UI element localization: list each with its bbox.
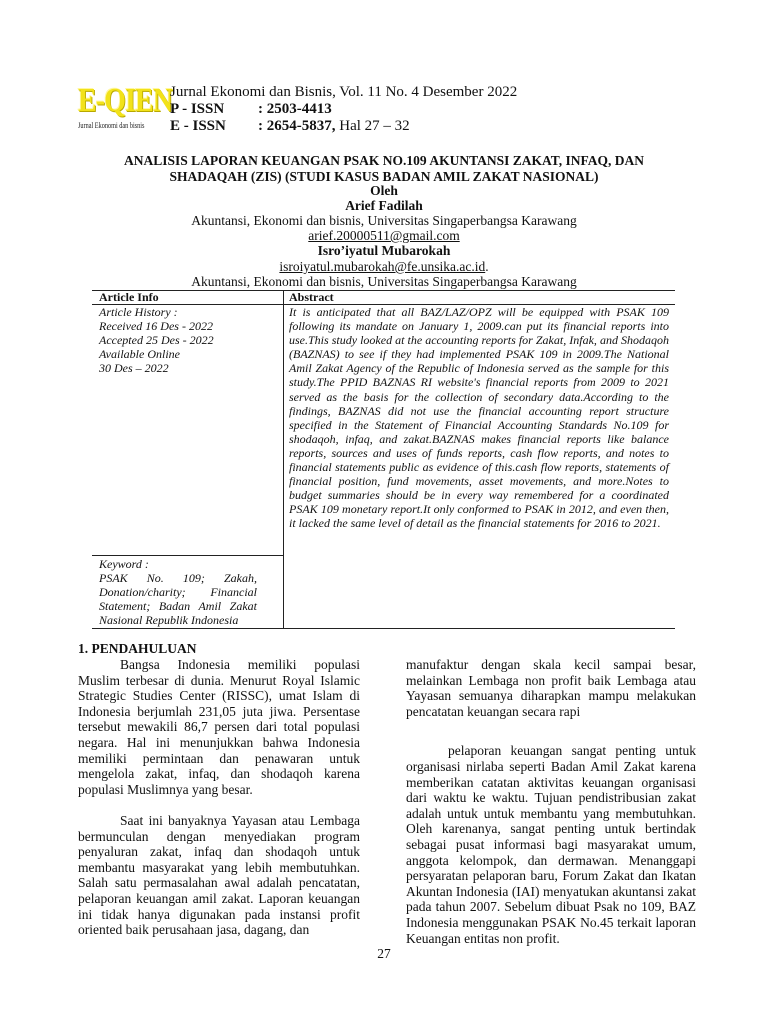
byline: Oleh (370, 183, 398, 198)
author-name-2: Isro’iyatul Mubarokah (317, 243, 451, 258)
logo-text: E-QIEN (78, 82, 173, 119)
journal-line: Jurnal Ekonomi dan Bisnis, Vol. 11 No. 4 Desember 2022 (170, 84, 518, 100)
abstract-heading: Abstract (289, 290, 334, 304)
logo-subtitle: Jurnal Ekonomi dan bisnis (78, 121, 145, 130)
keyword-list: PSAK No. 109; Zakah, Donation/charity; Financial Statement; Badan Amil Zakat Nasional Republik Indonesia (99, 571, 257, 627)
table-bottom-rule (92, 628, 675, 629)
author-affiliation-2: Akuntansi, Ekonomi dan bisnis, Universitas Singaperbangsa Karawang (191, 274, 577, 289)
article-info-heading: Article Info (99, 290, 159, 304)
online-date: 30 Des – 2022 (99, 361, 169, 375)
author-email-2[interactable]: isroiyatul.mubarokah@fe.unsika.ac.id (279, 259, 486, 274)
author-email-suffix-2: . (485, 259, 489, 274)
received-date: Received 16 Des - 2022 (99, 319, 213, 333)
p-issn (170, 101, 332, 118)
paragraph: pelaporan keuangan sangat penting untuk organisasi nirlaba seperti Badan Amil Zakat karena memberikan catatan aktivitas keuangan organisasi dari waktu ke waktu. Tujuan pendistribusian zakat adalah untuk untuk membantu yang membutuhkan. Oleh karenanya, sangat penting untuk bertindak sebagai pusat informasi bagi masyarakat umum, anggota kelompok, dan dermawan. Menanggapi persyaratan pelaporan baru, Forum Zakat dan Ikatan Akuntan Indonesia (IAI) menyatukan akuntansi zakat pada tahun 2007. Sebelum dibuat Psak no 109, BAZ Indonesia menggunakan PSAK No.45 terkait laporan Keuangan entitas non profit. (406, 743, 696, 946)
accepted-date: Accepted 25 Des - 2022 (99, 333, 214, 347)
paper-title-line-1: ANALISIS LAPORAN KEUANGAN PSAK NO.109 AKUNTANSI ZAKAT, INFAQ, DAN (124, 153, 644, 168)
author-email-1[interactable]: arief.20000511@gmail.com (308, 228, 460, 243)
paragraph: manufaktur dengan skala kecil sampai besar, melainkan Lembaga non profit baik Lembaga atau Yayasan semuanya diharapkan mampu melakukan pencatatan keuangan secara rapi (406, 657, 696, 719)
keyword-block (99, 557, 257, 627)
page-range: Hal 27 – 32 (335, 118, 410, 134)
table-top-rule (92, 290, 675, 291)
e-issn-label: E - ISSN (170, 118, 226, 134)
history-label: Article History : (99, 305, 178, 319)
section-heading: 1. PENDAHULUAN (78, 641, 197, 656)
article-history (99, 305, 214, 375)
left-column (78, 657, 360, 938)
p-issn-value: : 2503-4413 (258, 101, 332, 117)
paragraph: Saat ini banyaknya Yayasan atau Lembaga bermunculan dengan menyediakan program penyaluran zakat, infaq dan shodaqoh untuk membantu masyarakat yang lebih membutuhkan. Salah satu permasalahan awal adalah pencatatan, pelaporan keuangan amil zakat. Laporan keuangan ini tidak hanya digunakan pada instansi profit oriented baik perusahaan jasa, dagang, dan (78, 812, 360, 938)
author-email-row-1 (0, 228, 768, 244)
right-column (406, 657, 696, 946)
e-issn (170, 118, 410, 135)
author-email-row-2 (0, 259, 768, 275)
keyword-rule (92, 555, 283, 556)
table-column-divider (283, 290, 284, 628)
author-affiliation-1: Akuntansi, Ekonomi dan bisnis, Universitas Singaperbangsa Karawang (191, 213, 577, 228)
keyword-label: Keyword : (99, 557, 149, 571)
abstract-text: It is anticipated that all BAZ/LAZ/OPZ will be equipped with PSAK 109 following its mandate on January 1, 2009.can put its financial reports into use.This study looked at the accounting reports for Zakat, Infak, and Shodaqoh (BAZNAS) to see if they had implemented PSAK 109 in 2009.The National Amil Zakat Agency of the Republic of Indonesia served as the sample for this study.The PPID BAZNAS RI website's financial reports from 2009 to 2021 served as the basis for the collection of secondary data.According to the findings, BAZNAS did not use the financial accounting report structure specified in the Statement of Financial Accounting Standards No.109 for shodaqoh, infaq, and zakat.BAZNAS makes financial reports like balance reports, sources and uses of funds reports, cash flow reports, and notes to financial statements public as evidence of this.cash flow reports, statements of financial position, fund movements, asset movements, and more.Notes to budget summaries should be in every way remembered for a coordinated PSAK 109 monetary report.It only conformed to PSAK in 2012, and even then, it lacked the same level of detail as the financial statements for 2016 to 2021. (289, 305, 669, 531)
e-issn-value: : 2654-5837, (258, 118, 336, 134)
paragraph: Bangsa Indonesia memiliki populasi Muslim terbesar di dunia. Menurut Royal Islamic Strategic Studies Center (RISSC), umat Islam di Indonesia berjumlah 231,05 juta jiwa. Persentase tersebut mewakili 86,7 persen dari total populasi negara. Hal ini menunjukkan bahwa Indonesia memiliki permintaan dan penawaran untuk mengelola zakat, infaq, dan shodaqoh karena populasi Muslimnya yang besar. (78, 657, 360, 797)
journal-logo (78, 82, 173, 134)
paper-title-line-2: SHADAQAH (ZIS) (STUDI KASUS BADAN AMIL ZAKAT NASIONAL) (169, 169, 599, 184)
p-issn-label: P - ISSN (170, 101, 225, 117)
available-label: Available Online (99, 347, 180, 361)
author-name-1: Arief Fadilah (345, 198, 423, 213)
page-number: 27 (377, 946, 391, 961)
